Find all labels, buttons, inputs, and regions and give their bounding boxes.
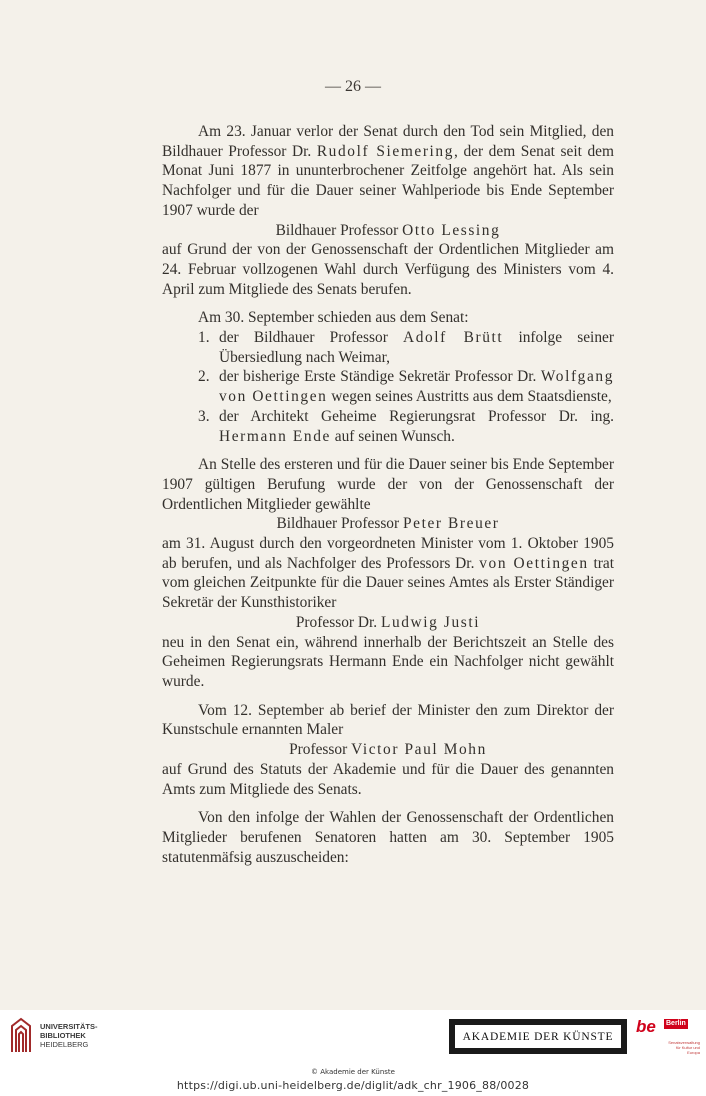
person-name: von Oettingen <box>479 554 589 572</box>
centered-name-line: Professor Victor Paul Mohn <box>289 741 487 759</box>
centered-name-line: Professor Dr. Ludwig Justi <box>295 613 481 631</box>
person-name: Wolfgang von Oettingen <box>219 368 614 406</box>
akademie-der-kuenste-logo[interactable]: AKADEMIE DER KÜNSTE <box>449 1019 627 1054</box>
list-item: 2. der bisherige Erste Ständige Sekretär Professor Dr. Wolfgang von Oettingen wegen seines Austritts aus dem Staatsdienste, <box>198 368 614 406</box>
university-library-name: UNIVERSITÄTS- BIBLIOTHEK HEIDELBERG <box>40 1022 98 1049</box>
paragraph-1: Am 23. Januar verlor der Senat durch den Tod sein Mitglied, den Bildhauer Professor Dr. Rudolf Siemering, der dem Senat seit dem Monat Juni 1877 in ununterbrochener Zeitfolge angehört hat. Als sein Nachfolger und für die Dauer seiner Wahlperiode bis Ende September 1907 wurde der <box>162 123 614 219</box>
person-name: Rudolf Siemering <box>316 142 455 160</box>
copyright-notice: © Akademie der Künste <box>311 1068 395 1076</box>
person-name: Ludwig Justi <box>380 613 481 631</box>
paragraph-2: Am 30. September schieden aus dem Senat: <box>198 309 469 327</box>
person-name: Peter Breuer <box>402 515 500 533</box>
person-name: Adolf Brütt <box>402 329 504 347</box>
centered-name-line: Bildhauer Professor Otto Lessing <box>275 221 501 239</box>
paragraph-1-continued: auf Grund der von der Genossenschaft der Ordentlichen Mitglieder am 24. Februar vollzogenen Wahl durch Verfügung des Ministers vom 4. April zum Mitgliede des Senats berufen. <box>162 241 614 298</box>
person-name: Otto Lessing <box>402 221 501 239</box>
page-number: — 26 — <box>325 78 381 95</box>
centered-name-line: Bildhauer Professor Peter Breuer <box>276 515 500 533</box>
paragraph-4-continued: auf Grund des Statuts der Akademie und für die Dauer des genannten Amts zum Mitgliede des Senats. <box>162 760 614 798</box>
paragraph-3-end: neu in den Senat ein, während innerhalb der Berichtszeit an Stelle des Geheimen Regierungsrats Hermann Ende ein Nachfolger nicht gewählt wurde. <box>162 633 614 690</box>
page-text <box>162 122 614 867</box>
person-name: Hermann Ende <box>219 427 331 445</box>
list-item: 3. der Architekt Geheime Regierungsrat Professor Dr. ing. Hermann Ende auf seinen Wunsch. <box>198 407 614 445</box>
berlin-senate-logo[interactable]: be Berlin Senatsverwaltung für Kultur und Europa <box>636 1017 700 1055</box>
paragraph-5: Von den infolge der Wahlen der Genossenschaft der Ordentlichen Mitglieder berufenen Senatoren hatten am 30. September 1905 statutenmäfsig auszuscheiden: <box>162 809 614 866</box>
person-name: Victor Paul Mohn <box>351 741 487 759</box>
paragraph-4: Vom 12. September ab berief der Minister den zum Direktor der Kunstschule ernannten Maler <box>162 701 614 739</box>
university-library-logo-icon <box>8 1016 34 1054</box>
list-item: 1. der Bildhauer Professor Adolf Brütt infolge seiner Übersiedlung nach Weimar, <box>198 329 614 366</box>
source-url-link[interactable]: https://digi.ub.uni-heidelberg.de/diglit/adk_chr_1906_88/0028 <box>176 1079 530 1092</box>
paragraph-3-continued: am 31. August durch den vorgeordneten Minister vom 1. Oktober 1905 ab berufen, und als Nachfolger des Professors Dr. von Oettingen trat vom gleichen Zeitpunkte für die Dauer seines Amtes als Erster Ständiger Sekretär der Kunsthistoriker <box>162 535 614 612</box>
paragraph-3: An Stelle des ersteren und für die Dauer seiner bis Ende September 1907 gültigen Berufung wurde der von der Genossenschaft der Ordentlichen Mitglieder gewählte <box>162 456 614 513</box>
